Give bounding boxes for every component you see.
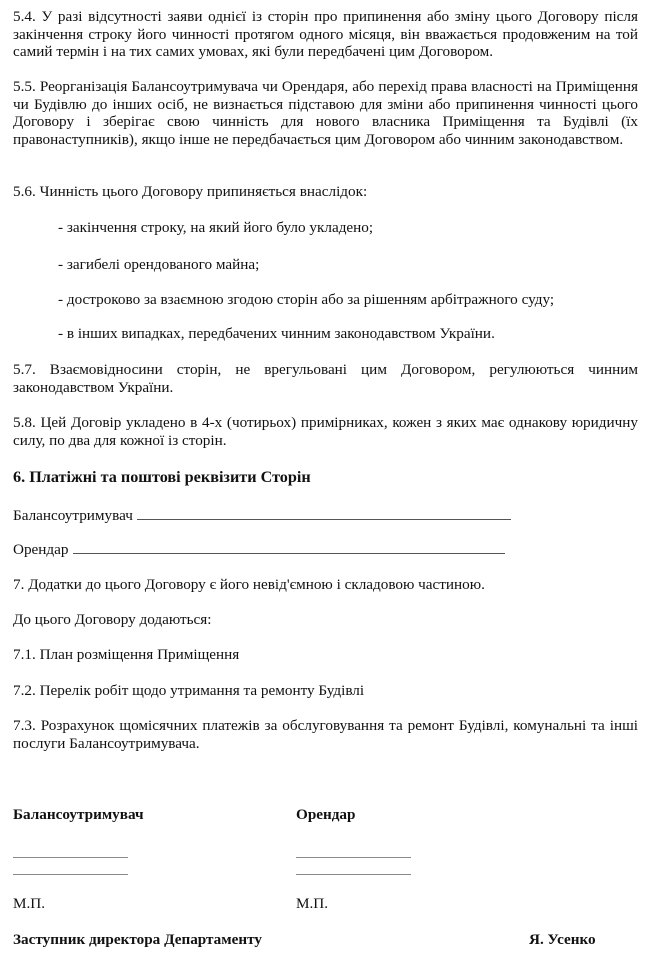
attachment-item: 7.1. План розміщення Приміщення <box>13 646 240 663</box>
clause-5-4: 5.4. У разі відсутності заяви однієї із сторін про припинення або зміну цього Договору після закінчення строку його чинності протягом одного місяця, він вважається продовженим на той самий термін і на тих самих умовах, які були передбачені цим Договором. <box>13 8 638 60</box>
section-6-heading: 6. Платіжні та поштові реквізити Сторін <box>13 468 311 486</box>
clause-5-6-item: - в інших випадках, передбачених чинним законодавством України. <box>58 325 495 342</box>
attachment-item: 7.3. Розрахунок щомісячних платежів за обслуговування та ремонт Будівлі, комунальні та інші послуги Балансоутримувача. <box>13 717 638 752</box>
clause-5-8: 5.8. Цей Договір укладено в 4-х (чотирьох) примірниках, кожен з яких має однакову юридичну силу, по два для кожної із сторін. <box>13 414 638 449</box>
signature-line <box>13 874 128 875</box>
clause-5-6-item: - загибелі орендованого майна; <box>58 256 260 273</box>
signature-balance-holder-label: Балансоутримувач <box>13 806 144 823</box>
signatory-name: Я. Усенко <box>529 931 596 948</box>
clause-5-6: 5.6. Чинність цього Договору припиняється внаслідок: <box>13 183 368 200</box>
stamp-placeholder-right: М.П. <box>296 895 329 912</box>
signature-line <box>296 874 411 875</box>
attachment-item: 7.2. Перелік робіт щодо утримання та ремонту Будівлі <box>13 682 365 699</box>
tenant-details-row <box>13 541 505 559</box>
clause-7: 7. Додатки до цього Договору є його невід'ємною і складовою частиною. <box>13 576 485 593</box>
signature-tenant-label: Орендар <box>296 806 356 823</box>
signatory-position: Заступник директора Департаменту <box>13 931 262 948</box>
stamp-placeholder-left: М.П. <box>13 895 46 912</box>
tenant-label: Орендар <box>13 541 69 558</box>
balance-holder-details-line <box>137 507 511 520</box>
balance-holder-details-row <box>13 507 511 525</box>
clause-5-7: 5.7. Взаємовідносини сторін, не врегульовані цим Договором, регулюються чинним законодавством України. <box>13 361 638 396</box>
clause-5-5: 5.5. Реорганізація Балансоутримувача чи Орендаря, або перехід права власності на Приміщення чи Будівлю до інших осіб, не визнається підставою для зміни або припинення чинності цього Договору і зберігає свою чинність для нового власника Приміщення та Будівлі (їх правонаступників), якщо інше не передбачається цим Договором або чинним законодавством. <box>13 78 638 148</box>
clause-5-6-item: - закінчення строку, на який його було укладено; <box>58 219 374 236</box>
tenant-details-line <box>73 541 505 554</box>
balance-holder-label: Балансоутримувач <box>13 507 133 524</box>
signature-line <box>13 857 128 858</box>
clause-5-6-item: - достроково за взаємною згодою сторін або за рішенням арбітражного суду; <box>58 291 555 308</box>
signature-line <box>296 857 411 858</box>
attachments-intro: До цього Договору додаються: <box>13 611 212 628</box>
